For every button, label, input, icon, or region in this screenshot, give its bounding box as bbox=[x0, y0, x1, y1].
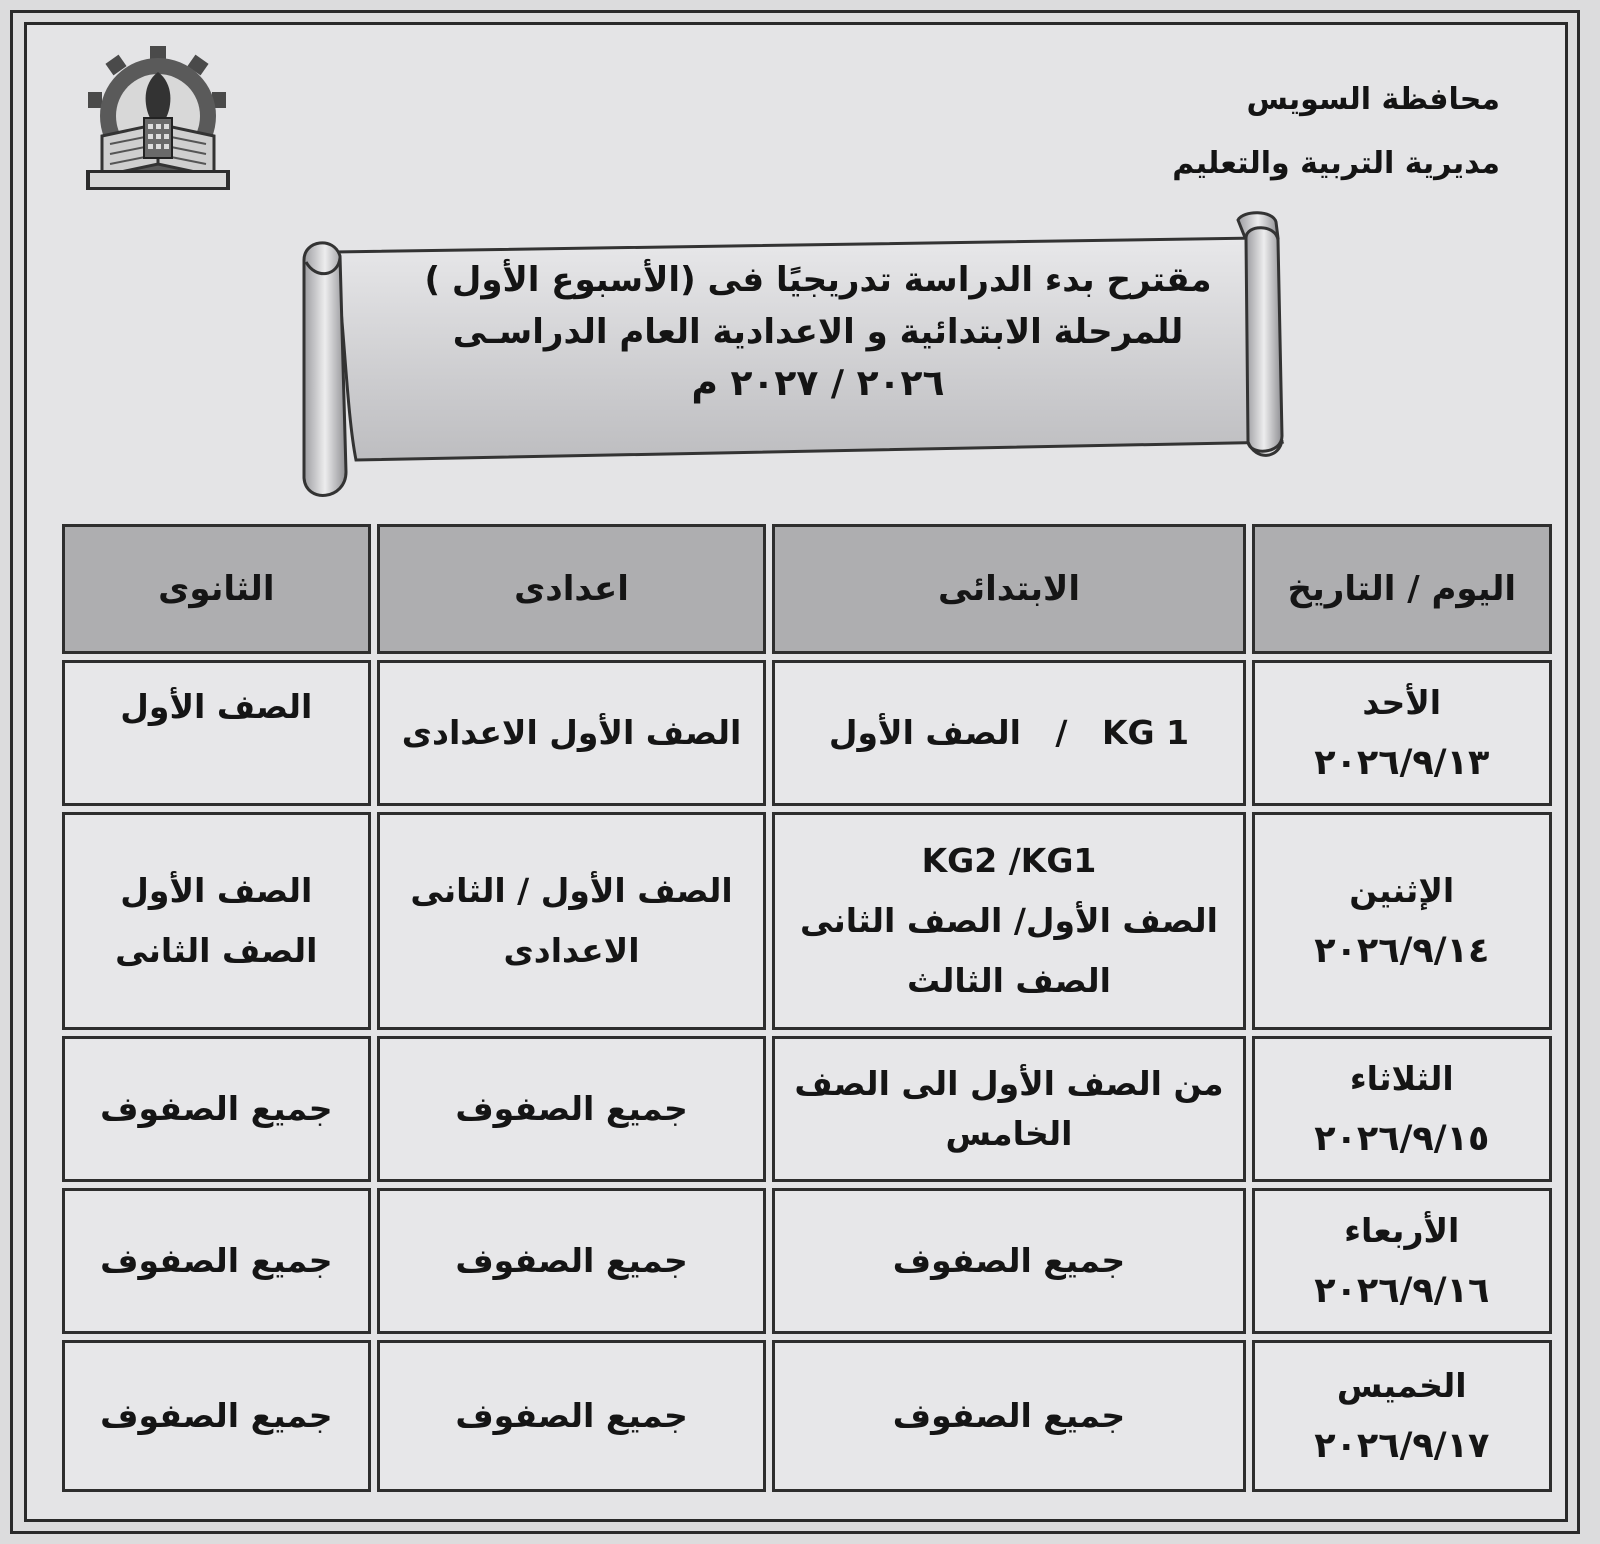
title-banner bbox=[298, 210, 1314, 510]
banner-line-1: مقترح بدء الدراسة تدريجيًا فى (الأسبوع الأول ) bbox=[424, 260, 1212, 300]
day-date: ٢٠٢٦/٩/١٥ bbox=[1314, 1118, 1490, 1159]
cell-secondary bbox=[62, 1036, 371, 1182]
cell-day-date bbox=[1252, 1036, 1552, 1182]
day-date: ٢٠٢٦/٩/١٦ bbox=[1314, 1270, 1490, 1311]
primary-separator: / bbox=[1055, 712, 1068, 752]
header-day-date: اليوم / التاريخ bbox=[1252, 524, 1552, 654]
cell-primary bbox=[772, 812, 1245, 1030]
secondary-text: جميع الصفوف bbox=[100, 1088, 333, 1128]
table-row bbox=[62, 1340, 1552, 1492]
preparatory-line-1: الصف الأول / الثانى bbox=[410, 870, 733, 910]
table-row bbox=[62, 812, 1552, 1030]
schedule-table bbox=[56, 518, 1558, 1498]
cell-primary bbox=[772, 660, 1245, 806]
secondary-text: جميع الصفوف bbox=[100, 1240, 333, 1280]
cell-secondary bbox=[62, 1340, 371, 1492]
secondary-line-2: الصف الثانى bbox=[115, 930, 318, 970]
governorate-name: محافظة السويس bbox=[1246, 82, 1500, 117]
day-name: الأربعاء bbox=[1344, 1210, 1460, 1250]
cell-day-date bbox=[1252, 812, 1552, 1030]
primary-kg: KG 1 bbox=[1101, 712, 1190, 752]
cell-primary bbox=[772, 1036, 1245, 1182]
day-name: الأحد bbox=[1362, 682, 1442, 722]
cell-primary bbox=[772, 1340, 1245, 1492]
secondary-text: الصف الأول bbox=[120, 686, 313, 726]
primary-text: جميع الصفوف bbox=[892, 1240, 1126, 1280]
cell-preparatory bbox=[377, 660, 767, 806]
primary-line-2: الصف الأول/ الصف الثانى bbox=[800, 900, 1218, 940]
cell-preparatory bbox=[377, 812, 767, 1030]
cell-day-date bbox=[1252, 1340, 1552, 1492]
banner-academic-year: ٢٠٢٦ / ٢٠٢٧ م bbox=[691, 363, 945, 404]
cell-secondary bbox=[62, 660, 371, 806]
header-preparatory: اعدادى bbox=[377, 524, 767, 654]
cell-secondary bbox=[62, 1188, 371, 1334]
cell-day-date bbox=[1252, 1188, 1552, 1334]
preparatory-text: جميع الصفوف bbox=[455, 1240, 688, 1280]
table-row bbox=[62, 660, 1552, 806]
day-name: الخميس bbox=[1336, 1365, 1467, 1405]
header-secondary: الثانوى bbox=[62, 524, 371, 654]
cell-preparatory bbox=[377, 1036, 767, 1182]
day-date: ٢٠٢٦/٩/١٤ bbox=[1314, 930, 1490, 971]
secondary-text: جميع الصفوف bbox=[100, 1395, 333, 1435]
directorate-name: مديرية التربية والتعليم bbox=[1172, 146, 1500, 181]
table-row bbox=[62, 1036, 1552, 1182]
day-date: ٢٠٢٦/٩/١٣ bbox=[1314, 742, 1490, 783]
preparatory-text: جميع الصفوف bbox=[455, 1395, 688, 1435]
day-name: الإثنين bbox=[1349, 870, 1455, 910]
header-primary: الابتدائى bbox=[772, 524, 1245, 654]
primary-line-2: الخامس bbox=[945, 1113, 1073, 1153]
primary-grade: الصف الأول bbox=[828, 712, 1021, 752]
primary-line-1: من الصف الأول الى الصف bbox=[794, 1063, 1224, 1103]
table-row bbox=[62, 1188, 1552, 1334]
day-date: ٢٠٢٦/٩/١٧ bbox=[1314, 1425, 1490, 1466]
preparatory-text: جميع الصفوف bbox=[455, 1088, 688, 1128]
directorate-logo bbox=[72, 44, 244, 194]
preparatory-line-2: الاعدادى bbox=[503, 930, 640, 970]
cell-preparatory bbox=[377, 1340, 767, 1492]
primary-kg: KG2 /KG1 bbox=[921, 840, 1097, 880]
cell-day-date bbox=[1252, 660, 1552, 806]
banner-line-2: للمرحلة الابتدائية و الاعدادية العام الدراسـى bbox=[452, 312, 1184, 352]
preparatory-text: الصف الأول الاعدادى bbox=[401, 712, 742, 752]
table-header-row bbox=[62, 524, 1552, 654]
cell-primary bbox=[772, 1188, 1245, 1334]
primary-line-3: الصف الثالث bbox=[907, 960, 1111, 1000]
cell-preparatory bbox=[377, 1188, 767, 1334]
secondary-line-1: الصف الأول bbox=[120, 870, 313, 910]
day-name: الثلاثاء bbox=[1349, 1058, 1454, 1098]
primary-text: جميع الصفوف bbox=[892, 1395, 1126, 1435]
cell-secondary bbox=[62, 812, 371, 1030]
